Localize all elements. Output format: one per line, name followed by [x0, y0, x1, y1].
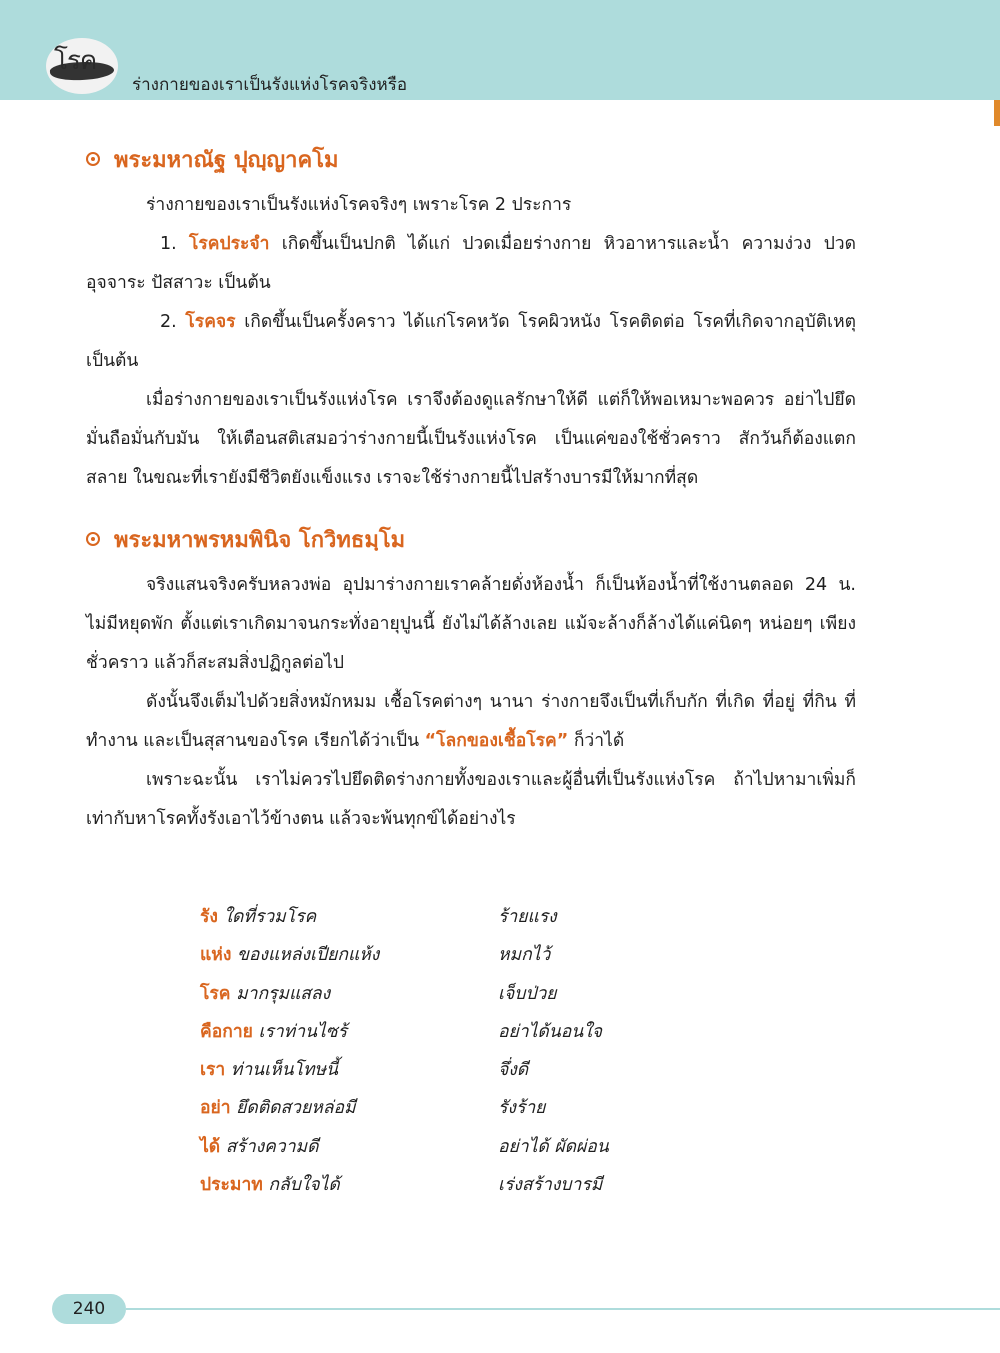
poem-block: [200, 902, 700, 1208]
poem-key-word: เรา: [200, 1060, 226, 1081]
poem-left-text: ของแหล่งเปียกแห้ง: [231, 945, 380, 966]
item2-term: โรคจร: [185, 312, 236, 332]
section1-paragraph: เมื่อร่างกายของเราเป็นรังแห่งโรค เราจึงต้องดูแลรักษาให้ดี แต่ก็ให้พอเหมาะพอควร อย่าไปยึดมั่นถือมั่นกับมัน ให้เตือนสติเสมอว่าร่างกายนี้เป็นรังแห่งโรค เป็นแค่ของใช้ชั่วคราว สักวันก็ต้องแตกสลาย ในขณะที่เรายังมีชีวิตยังแข็งแรง เราจะใช้ร่างกายนี้ไปสร้างบารมีให้มากที่สุด: [86, 390, 856, 488]
poem-line-right: อย่าได้นอนใจ: [498, 1021, 602, 1042]
section1-item1: [86, 225, 856, 303]
poem-line-left: [200, 940, 379, 968]
poem-line-right: ร้ายแรง: [498, 907, 557, 927]
item1-term: โรคประจำ: [188, 234, 270, 254]
poem-left-text: ท่านเห็นโทษนี้: [225, 1060, 339, 1081]
running-header-title: ร่างกายของเราเป็นรังแห่งโรคจริงหรือ: [132, 75, 408, 95]
poem-line-left: [200, 1017, 347, 1045]
poem-key-word: โรค: [200, 983, 231, 1004]
section1-item2: [86, 303, 856, 381]
para2-highlight: “โลกของเชื้อโรค”: [424, 731, 569, 751]
para2-text-b: ก็ว่าได้: [568, 731, 625, 751]
poem-row: [200, 1093, 700, 1131]
poem-left-text: มากรุมแสลง: [230, 983, 331, 1004]
poem-key-word: อย่า: [200, 1098, 231, 1119]
poem-key-word: ได้: [200, 1136, 221, 1157]
poem-line-right: รังร้าย: [498, 1098, 546, 1119]
poem-row: [200, 1055, 700, 1093]
poem-key-word: แห่ง: [200, 945, 232, 966]
poem-left-text: ยึดติดสวยหล่อมี: [230, 1098, 356, 1119]
poem-key-word: คือกาย: [200, 1021, 253, 1042]
poem-line-right: หมกไว้: [498, 945, 551, 966]
item2-text: เกิดขึ้นเป็นครั้งคราว ได้แก่โรคหวัด โรคผิวหนัง โรคติดต่อ โรคที่เกิดจากอุบัติเหตุ เป็นต้น: [86, 312, 856, 371]
section2-paragraph3: เพราะฉะนั้น เราไม่ควรไปยึดติดร่างกายทั้งของเราและผู้อื่นที่เป็นรังแห่งโรค ถ้าไปหามาเพิ่มก็เท่ากับหาโรคทั้งรังเอาไว้ข้างตน แล้วจะพ้นทุกข์ได้อย่างไร: [86, 770, 856, 829]
poem-left-text: กลับใจได้: [262, 1175, 340, 1196]
main-content: [86, 140, 856, 839]
chapter-logo: [46, 38, 118, 94]
poem-row: [200, 1017, 700, 1055]
poem-key-word: รัง: [200, 907, 218, 927]
poem-line-left: [200, 979, 330, 1007]
section1-intro: ร่างกายของเราเป็นรังแห่งโรคจริงๆ เพราะโรค 2 ประการ: [146, 195, 572, 215]
section2-heading-text: พระมหาพรหมพินิจ โกวิทธมฺโม: [114, 527, 406, 553]
poem-row: [200, 1170, 700, 1208]
poem-line-right: เร่งสร้างบารมี: [498, 1175, 603, 1196]
poem-row: [200, 902, 700, 940]
poem-line-left: [200, 1132, 318, 1160]
section2-paragraph2: [86, 683, 856, 761]
side-tab-marker: [994, 100, 1000, 126]
footer-rule: [126, 1308, 1000, 1310]
section1-heading-text: พระมหาณัฐ ปุญฺญาคโม: [114, 147, 339, 173]
poem-line-right: อย่าได้ ผัดผ่อน: [498, 1136, 609, 1157]
item1-text: เกิดขึ้นเป็นปกติ ได้แก่ ปวดเมื่อยร่างกาย หิวอาหารและน้ำ ความง่วง ปวดอุจจาระ ปัสสาวะ เป็นต้น: [86, 234, 856, 293]
poem-line-left: [200, 1093, 356, 1121]
item2-number: 2.: [160, 312, 186, 332]
poem-line-left: [200, 1170, 340, 1198]
section-gap: [86, 498, 856, 520]
poem-line-right: จึ่งดี: [498, 1060, 529, 1081]
poem-line-left: [200, 902, 316, 930]
page-number: 240: [52, 1294, 126, 1324]
poem-left-text: เราท่านไซร้: [252, 1021, 348, 1042]
section2-heading: [86, 520, 856, 558]
poem-left-text: สร้างความดี: [220, 1136, 319, 1157]
poem-key-word: ประมาท: [200, 1175, 263, 1196]
circle-bullet-icon: [86, 532, 100, 546]
section2-paragraph1: จริงแสนจริงครับหลวงพ่อ อุปมาร่างกายเราคล้ายดั่งห้องน้ำ ก็เป็นห้องน้ำที่ใช้งานตลอด 24 น. ไม่มีหยุดพัก ตั้งแต่เราเกิดมาจนกระทั่งอายุปูนนี้ ยังไม่ได้ล้างเลย แม้จะล้างก็ล้างได้แค่นิดๆ หน่อยๆ เพียงชั่วคราว แล้วก็สะสมสิ่งปฏิกูลต่อไป: [86, 575, 856, 673]
poem-row: [200, 940, 700, 978]
poem-left-text: ใดที่รวมโรค: [217, 907, 317, 927]
logo-text: โรค: [54, 46, 97, 76]
para2-text-a: ดังนั้นจึงเต็มไปด้วยสิ่งหมักหมม เชื้อโรคต่างๆ นานา ร่างกายจึงเป็นที่เก็บกัก ที่เกิด ที่อยู่ ที่กิน ที่ทำงาน และเป็นสุสานของโรค เรียกได้ว่าเป็น: [86, 692, 856, 751]
item1-number: 1.: [160, 234, 189, 254]
section1-heading: [86, 140, 856, 178]
poem-line-left: [200, 1055, 338, 1083]
poem-row: [200, 1132, 700, 1170]
poem-line-right: เจ็บป่วย: [498, 983, 557, 1004]
poem-row: [200, 979, 700, 1017]
circle-bullet-icon: [86, 152, 100, 166]
